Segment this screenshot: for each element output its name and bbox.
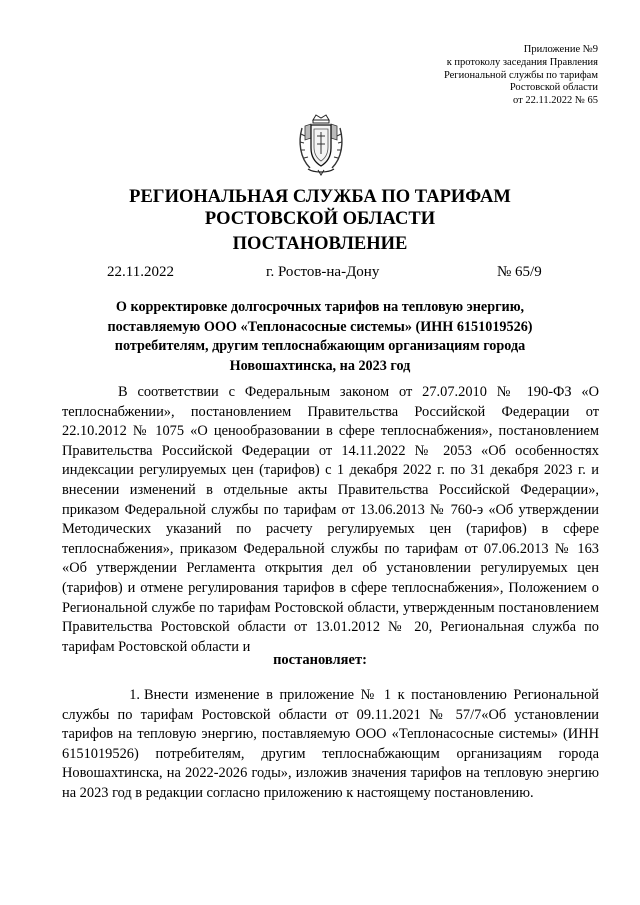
document-type: ПОСТАНОВЛЕНИЕ [232, 234, 408, 254]
preamble-paragraph: В соответствии с Федеральным законом от 27.07.2010 № 190-ФЗ «О теплоснабжении», постановлением Правительства Российской Федерации от 22.10.2012 № 1075 «О ценообразовании в сфере теплоснабжения», постановлением Правительства Российской Федерации от 14.11.2022 № 2053 «Об особенностях индексации регулируемых цен (тарифов) с 1 декабря 2022 г. по 31 декабря 2023 г. и внесении изменений в отдельные акты Правительства Российской Федерации», приказом Федеральной службы по тарифам от 13.06.2013 № 760-э «Об утверждении Методических указаний по расчету регулируемых цен (тарифов) в сфере теплоснабжения», приказом Федеральной службы по тарифам от 07.06.2013 № 163 «Об утверждении Регламента открытия дел об установлении регулируемых цен (тарифов) и отмене регулирования тарифов в сфере теплоснабжения», Положением о Региональной службе по тарифам Ростовской области, утвержденным постановлением Правительства Ростовской области от 13.01.2012 № 20, Региональная служба по тарифам Ростовской области и [62, 384, 599, 655]
document-city: г. Ростов-на-Дону [266, 264, 380, 280]
document-date: 22.11.2022 [107, 264, 174, 280]
document-number: № 65/9 [497, 264, 542, 280]
resolves-heading: постановляет: [273, 652, 367, 668]
item-text: Внести изменение в приложение № 1 к постановлению Региональной службы по тарифам Ростовской области от 09.11.2021 № 57/7«Об установлении тарифов на тепловую энергию, поставляемую ООО «Теплонасосные системы» (ИНН 6151019526) потребителям, другим теплоснабжающим организациям города Новошахтинска, на 2022-2026 годы», изложив значения тарифов на тепловую энергию на 2023 год в редакции согласно приложению к настоящему постановлению. [62, 687, 599, 801]
coat-of-arms-icon [296, 114, 346, 176]
appendix-line: Региональной службы по тарифам [443, 69, 598, 81]
resolution-item [62, 686, 599, 804]
document-subject [80, 298, 560, 376]
appendix-line: Ростовской области [509, 82, 598, 94]
item-number: 1. [129, 687, 140, 703]
subject-line: О корректировке долгосрочных тарифов на тепловую энергию, [115, 299, 525, 315]
agency-name-line: РЕГИОНАЛЬНАЯ СЛУЖБА ПО ТАРИФАМ [129, 187, 511, 207]
appendix-note [338, 44, 598, 108]
appendix-line: Приложение №9 [523, 44, 598, 55]
subject-line: поставляемую ООО «Теплонасосные системы» (ИНН 6151019526) [107, 318, 533, 335]
agency-name [40, 186, 600, 230]
subject-line: Новошахтинска, на 2023 год [229, 357, 411, 374]
appendix-line: к протоколу заседания Правления [446, 56, 598, 68]
agency-name-line: РОСТОВСКОЙ ОБЛАСТИ [204, 209, 436, 229]
appendix-line: от 22.11.2022 № 65 [513, 95, 598, 107]
subject-line: потребителям, другим теплоснабжающим организациям города [114, 338, 526, 354]
